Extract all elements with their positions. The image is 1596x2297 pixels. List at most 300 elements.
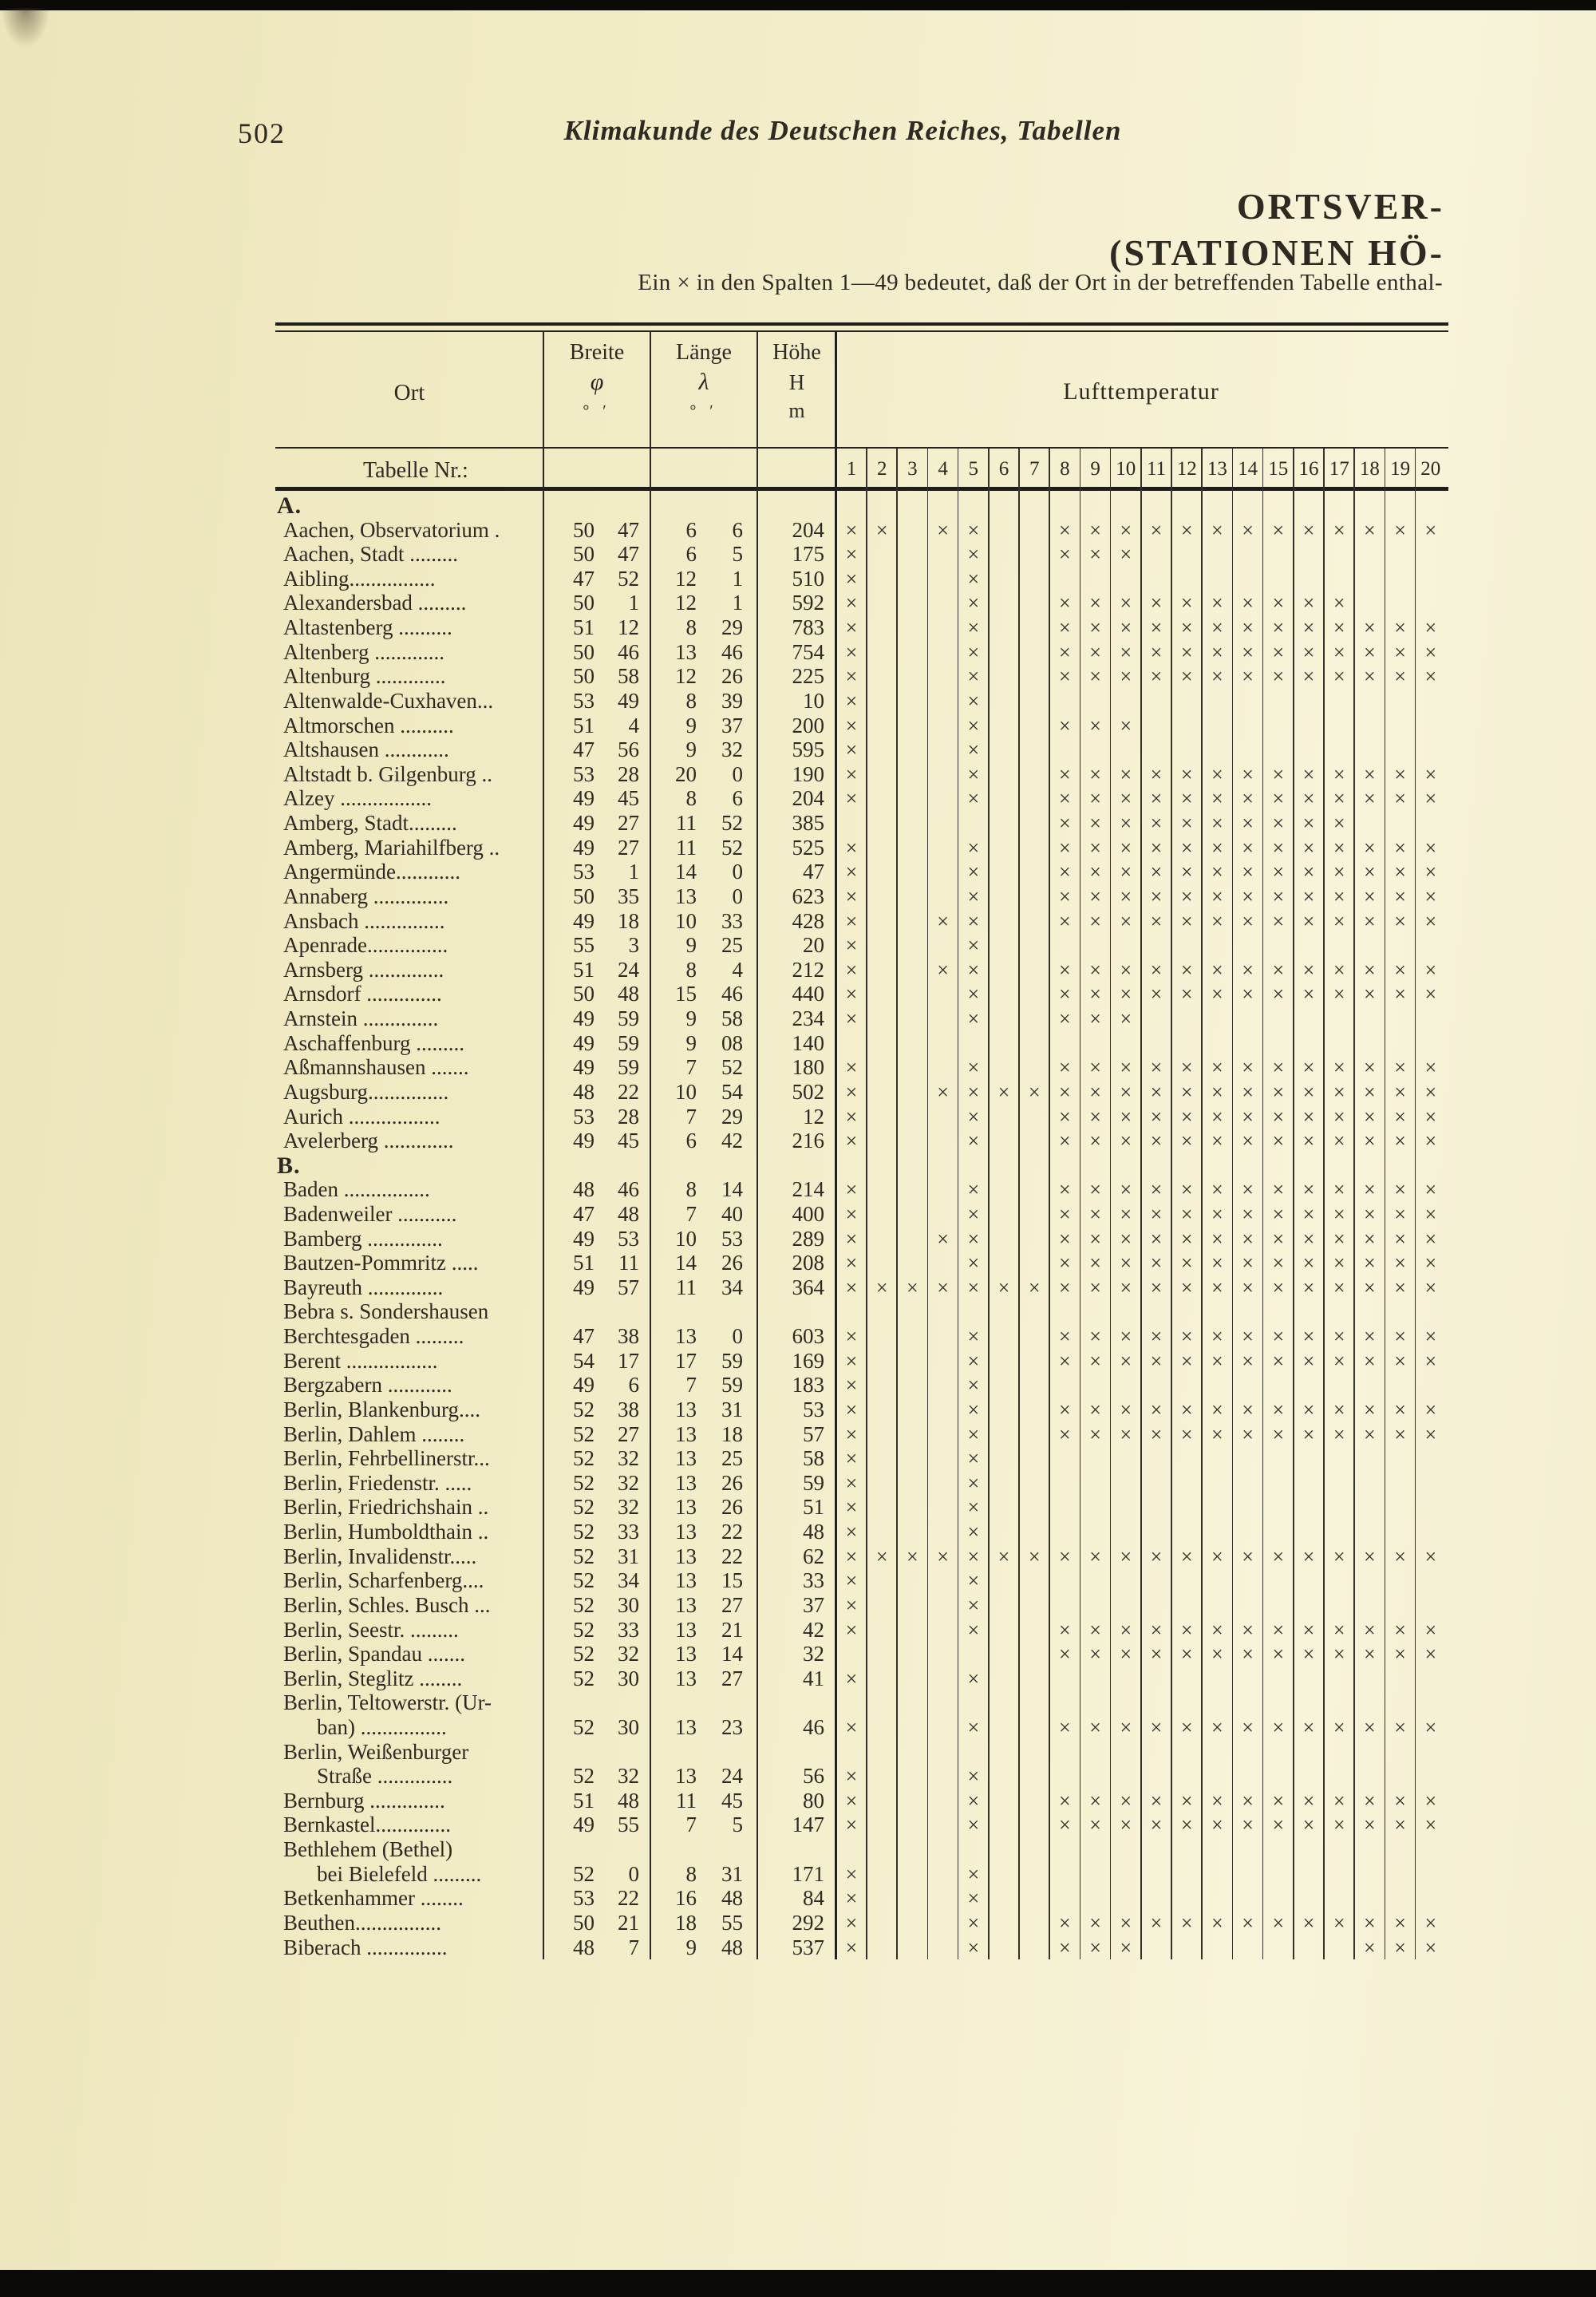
x-mark: × <box>1424 1618 1437 1642</box>
x-mark: × <box>1059 812 1071 836</box>
x-mark: × <box>1394 982 1406 1006</box>
lon-deg: 12 <box>675 664 697 689</box>
x-mark: × <box>1302 1325 1315 1349</box>
x-mark: × <box>1089 787 1101 811</box>
x-mark: × <box>967 1398 980 1421</box>
tabelle-col-number: 11 <box>1146 458 1167 480</box>
station-row <box>275 1813 1448 1837</box>
x-mark: × <box>1059 1275 1071 1299</box>
x-mark: × <box>967 1129 980 1153</box>
x-mark: × <box>1028 1544 1041 1568</box>
x-mark: × <box>1333 1129 1345 1153</box>
x-mark: × <box>937 1544 949 1568</box>
lat-min: 55 <box>618 1813 639 1837</box>
x-mark: × <box>1120 860 1132 884</box>
x-mark: × <box>1059 762 1071 786</box>
lon-deg: 13 <box>675 1666 697 1690</box>
x-mark: × <box>1272 1129 1285 1153</box>
x-mark: × <box>1150 812 1163 836</box>
x-mark: × <box>1120 762 1132 786</box>
x-mark: × <box>1059 909 1071 933</box>
x-mark: × <box>1120 909 1132 933</box>
x-mark: × <box>1302 1789 1315 1813</box>
x-mark: × <box>967 1666 980 1690</box>
section-header-row <box>275 493 1448 518</box>
x-mark: × <box>1242 1422 1254 1446</box>
x-mark: × <box>1364 860 1376 884</box>
station-row <box>275 1862 1448 1887</box>
station-name: Bergzabern ............ <box>283 1373 452 1398</box>
x-mark: × <box>967 518 980 542</box>
label-only-row <box>275 1740 1448 1765</box>
x-mark: × <box>1424 616 1437 640</box>
x-mark: × <box>1242 1716 1254 1739</box>
x-mark: × <box>1364 640 1376 664</box>
station-name: Altenwalde-Cuxhaven... <box>283 688 494 713</box>
altitude: 190 <box>792 761 824 786</box>
x-mark: × <box>1242 958 1254 982</box>
x-mark: × <box>1150 1813 1163 1837</box>
x-mark: × <box>1120 787 1132 811</box>
x-mark: × <box>1302 1275 1315 1299</box>
lat-min: 24 <box>618 957 639 982</box>
tabelle-col-number: 14 <box>1238 458 1258 480</box>
x-mark: × <box>1150 1202 1163 1226</box>
x-mark: × <box>967 665 980 689</box>
x-mark: × <box>1272 1789 1285 1813</box>
x-mark: × <box>1424 1643 1437 1666</box>
lon-deg: 10 <box>675 1079 697 1104</box>
station-row <box>275 958 1448 982</box>
lon-deg: 8 <box>685 1861 697 1886</box>
lat-min: 27 <box>618 1421 639 1446</box>
page-title-line1: ORTSVER- <box>1236 186 1444 227</box>
altitude: 32 <box>803 1642 824 1666</box>
x-mark: × <box>845 860 858 884</box>
lon-deg: 13 <box>675 1764 697 1789</box>
station-row <box>275 689 1448 714</box>
lon-deg: 13 <box>675 1642 697 1666</box>
x-mark: × <box>1150 787 1163 811</box>
lon-min: 31 <box>721 1861 743 1886</box>
x-mark: × <box>845 1496 858 1520</box>
x-mark: × <box>1180 1251 1193 1275</box>
x-mark: × <box>1242 1227 1254 1251</box>
x-mark: × <box>1394 909 1406 933</box>
lon-min: 25 <box>721 1446 743 1471</box>
tabelle-col-number: 5 <box>968 458 979 480</box>
station-name: Augsburg............... <box>283 1079 449 1104</box>
x-mark: × <box>1059 836 1071 860</box>
lat-deg: 55 <box>573 933 595 958</box>
hoehe-label: Höhe <box>772 340 821 365</box>
lon-deg: 9 <box>685 713 697 737</box>
x-mark: × <box>1364 1325 1376 1349</box>
x-mark: × <box>967 1227 980 1251</box>
altitude: 440 <box>792 982 824 1006</box>
x-mark: × <box>1120 1178 1132 1202</box>
lat-deg: 49 <box>573 1226 595 1251</box>
x-mark: × <box>845 1178 858 1202</box>
x-mark: × <box>1211 1227 1223 1251</box>
station-name: Aßmannshausen ....... <box>283 1055 469 1080</box>
lat-deg: 53 <box>573 860 595 884</box>
x-mark: × <box>1424 958 1437 982</box>
x-mark: × <box>1150 909 1163 933</box>
lon-min: 0 <box>732 1324 743 1349</box>
x-mark: × <box>1272 812 1285 836</box>
x-mark: × <box>1120 1275 1132 1299</box>
x-mark: × <box>1364 1251 1376 1275</box>
x-mark: × <box>845 640 858 664</box>
altitude: 754 <box>792 639 824 664</box>
x-mark: × <box>845 1422 858 1446</box>
x-mark: × <box>845 591 858 615</box>
station-name: Berlin, Scharfenberg.... <box>283 1568 484 1593</box>
x-mark: × <box>1120 1618 1132 1642</box>
x-mark: × <box>1120 982 1132 1006</box>
x-mark: × <box>1211 640 1223 664</box>
altitude: 53 <box>803 1397 824 1421</box>
x-mark: × <box>1211 1349 1223 1373</box>
station-row <box>275 714 1448 738</box>
station-row <box>275 1764 1448 1789</box>
lat-deg: 52 <box>573 1861 595 1886</box>
x-mark: × <box>1364 1178 1376 1202</box>
x-mark: × <box>1272 787 1285 811</box>
x-mark: × <box>1364 1105 1376 1129</box>
x-mark: × <box>937 909 949 933</box>
x-mark: × <box>998 1275 1010 1299</box>
x-mark: × <box>845 836 858 860</box>
x-mark: × <box>1333 1227 1345 1251</box>
x-mark: × <box>845 518 858 542</box>
x-mark: × <box>1089 1178 1101 1202</box>
x-mark: × <box>1089 1911 1101 1935</box>
x-mark: × <box>1364 958 1376 982</box>
x-mark: × <box>1364 1080 1376 1104</box>
x-mark: × <box>845 1398 858 1421</box>
tabelle-col-number: 8 <box>1060 458 1070 480</box>
station-name: Berlin, Dahlem ........ <box>283 1421 465 1446</box>
x-mark: × <box>1211 591 1223 615</box>
x-mark: × <box>1424 860 1437 884</box>
x-mark: × <box>1364 1202 1376 1226</box>
tabelle-col-number: 20 <box>1420 458 1441 480</box>
station-name: Berchtesgaden ......... <box>283 1324 464 1349</box>
lat-deg: 52 <box>573 1592 595 1617</box>
x-mark: × <box>1089 1202 1101 1226</box>
col-group-lufttemperatur: Lufttemperatur <box>1063 378 1219 405</box>
lon-min: 0 <box>732 860 743 884</box>
x-mark: × <box>1302 836 1315 860</box>
x-mark: × <box>1242 1178 1254 1202</box>
x-mark: × <box>1364 1643 1376 1666</box>
station-name: Berlin, Blankenburg.... <box>283 1397 480 1421</box>
station-row <box>275 1495 1448 1520</box>
x-mark: × <box>1180 616 1193 640</box>
x-mark: × <box>1150 1325 1163 1349</box>
x-mark: × <box>1302 812 1315 836</box>
x-mark: × <box>1089 1275 1101 1299</box>
x-mark: × <box>1211 836 1223 860</box>
x-mark: × <box>1394 1813 1406 1837</box>
x-mark: × <box>967 909 980 933</box>
x-mark: × <box>1089 884 1101 908</box>
tabelle-col-number: 12 <box>1176 458 1197 480</box>
lat-deg: 49 <box>573 1275 595 1299</box>
x-mark: × <box>1333 1643 1345 1666</box>
x-mark: × <box>1059 1227 1071 1251</box>
x-mark: × <box>967 958 980 982</box>
altitude: 208 <box>792 1251 824 1275</box>
x-mark: × <box>967 1056 980 1080</box>
lat-min: 58 <box>618 664 639 689</box>
lat-deg: 47 <box>573 1201 595 1226</box>
x-mark: × <box>1424 1227 1437 1251</box>
lon-min: 46 <box>721 982 743 1006</box>
station-name: Altstadt b. Gilgenburg .. <box>283 761 492 786</box>
x-mark: × <box>1059 1325 1071 1349</box>
lat-min: 53 <box>618 1226 639 1251</box>
station-row <box>275 1373 1448 1398</box>
x-mark: × <box>845 738 858 762</box>
station-row <box>275 933 1448 958</box>
lat-deg: 50 <box>573 664 595 689</box>
lon-deg: 13 <box>675 1446 697 1471</box>
station-name: Beuthen................ <box>283 1910 441 1935</box>
x-mark: × <box>1120 518 1132 542</box>
x-mark: × <box>967 934 980 958</box>
station-name: Apenrade............... <box>283 933 448 958</box>
x-mark: × <box>998 1544 1010 1568</box>
x-mark: × <box>967 982 980 1006</box>
x-mark: × <box>967 1007 980 1031</box>
x-mark: × <box>1059 1202 1071 1226</box>
x-mark: × <box>1272 518 1285 542</box>
x-mark: × <box>1333 640 1345 664</box>
x-mark: × <box>845 1789 858 1813</box>
x-mark: × <box>1120 1349 1132 1373</box>
x-mark: × <box>1394 1325 1406 1349</box>
x-mark: × <box>1211 1275 1223 1299</box>
x-mark: × <box>1424 1251 1437 1275</box>
x-mark: × <box>1424 1275 1437 1299</box>
tabelle-col-number: 17 <box>1329 458 1349 480</box>
lon-deg: 7 <box>685 1104 697 1129</box>
x-mark: × <box>937 1080 949 1104</box>
x-mark: × <box>1180 1643 1193 1666</box>
lon-min: 23 <box>721 1715 743 1739</box>
x-mark: × <box>1211 518 1223 542</box>
lat-deg: 47 <box>573 566 595 591</box>
x-mark: × <box>1059 860 1071 884</box>
x-mark: × <box>845 1105 858 1129</box>
x-mark: × <box>1333 1178 1345 1202</box>
altitude: 41 <box>803 1666 824 1690</box>
tabelle-col-number: 1 <box>846 458 857 480</box>
x-mark: × <box>845 665 858 689</box>
x-mark: × <box>1302 1544 1315 1568</box>
x-mark: × <box>1333 1911 1345 1935</box>
x-mark: × <box>967 1374 980 1398</box>
lat-min: 27 <box>618 835 639 860</box>
x-mark: × <box>1059 1080 1071 1104</box>
x-mark: × <box>1394 1202 1406 1226</box>
x-mark: × <box>1333 518 1345 542</box>
x-mark: × <box>1120 1911 1132 1935</box>
x-mark: × <box>1424 1129 1437 1153</box>
x-mark: × <box>845 1716 858 1739</box>
lat-deg: 52 <box>573 1568 595 1593</box>
station-name: Avelerberg ............. <box>283 1129 454 1153</box>
x-mark: × <box>1424 1935 1437 1959</box>
x-mark: × <box>1089 1935 1101 1959</box>
lon-min: 26 <box>721 1470 743 1495</box>
x-mark: × <box>967 591 980 615</box>
x-mark: × <box>1424 1202 1437 1226</box>
x-mark: × <box>1150 860 1163 884</box>
lat-min: 6 <box>628 1373 639 1398</box>
x-mark: × <box>1120 616 1132 640</box>
altitude: 603 <box>792 1324 824 1349</box>
x-mark: × <box>1364 1544 1376 1568</box>
page-number: 502 <box>238 117 286 149</box>
x-mark: × <box>1333 1544 1345 1568</box>
x-mark: × <box>1302 1105 1315 1129</box>
station-row <box>275 1227 1448 1251</box>
x-mark: × <box>1272 665 1285 689</box>
lat-min: 30 <box>618 1666 639 1690</box>
station-name: Baden ................ <box>283 1177 430 1202</box>
lat-deg: 49 <box>573 1006 595 1031</box>
x-mark: × <box>1394 1080 1406 1104</box>
lon-min: 26 <box>721 664 743 689</box>
x-mark: × <box>845 1813 858 1837</box>
altitude: 48 <box>803 1520 824 1544</box>
x-mark: × <box>1059 1618 1071 1642</box>
x-mark: × <box>1272 1618 1285 1642</box>
x-mark: × <box>1242 1544 1254 1568</box>
x-mark: × <box>1120 640 1132 664</box>
x-mark: × <box>1424 1422 1437 1446</box>
hoehe-unit: m <box>788 399 805 422</box>
x-mark: × <box>1211 1422 1223 1446</box>
x-mark: × <box>1394 518 1406 542</box>
station-name: Berlin, Schles. Busch ... <box>283 1592 491 1617</box>
x-mark: × <box>1333 812 1345 836</box>
x-mark: × <box>1302 1129 1315 1153</box>
x-mark: × <box>1364 616 1376 640</box>
x-mark: × <box>1120 1202 1132 1226</box>
lat-deg: 50 <box>573 982 595 1006</box>
altitude: 212 <box>792 957 824 982</box>
station-name: Altmorschen .......... <box>283 713 454 737</box>
x-mark: × <box>845 714 858 737</box>
lat-min: 21 <box>618 1910 639 1935</box>
lon-min: 26 <box>721 1495 743 1520</box>
station-name: Amberg, Mariahilfberg .. <box>283 835 500 860</box>
col-header-ort: Ort <box>393 380 425 405</box>
lat-min: 45 <box>618 1129 639 1153</box>
x-mark: × <box>1333 909 1345 933</box>
station-name: Berlin, Humboldthain .. <box>283 1520 489 1544</box>
station-row <box>275 1275 1448 1300</box>
altitude: 56 <box>803 1764 824 1789</box>
lat-min: 49 <box>618 688 639 713</box>
x-mark: × <box>967 738 980 762</box>
x-mark: × <box>845 1862 858 1886</box>
x-mark: × <box>1150 1422 1163 1446</box>
lon-deg: 15 <box>675 982 697 1006</box>
x-mark: × <box>967 1544 980 1568</box>
x-mark: × <box>1242 1911 1254 1935</box>
altitude: 364 <box>792 1275 824 1299</box>
x-mark: × <box>967 1813 980 1837</box>
x-mark: × <box>967 1789 980 1813</box>
x-mark: × <box>1059 640 1071 664</box>
station-name: Alzey ................. <box>283 786 432 811</box>
x-mark: × <box>1302 787 1315 811</box>
lon-min: 32 <box>721 737 743 762</box>
lon-deg: 8 <box>685 957 697 982</box>
x-mark: × <box>1211 958 1223 982</box>
x-mark: × <box>1150 836 1163 860</box>
lon-deg: 12 <box>675 591 697 615</box>
x-mark: × <box>1333 1202 1345 1226</box>
stations-table <box>275 322 1448 1959</box>
x-mark: × <box>845 884 858 908</box>
x-mark: × <box>1333 1398 1345 1421</box>
x-mark: × <box>1242 1202 1254 1226</box>
x-mark: × <box>1242 1789 1254 1813</box>
lon-min: 54 <box>721 1079 743 1104</box>
x-mark: × <box>967 616 980 640</box>
x-mark: × <box>1242 1325 1254 1349</box>
x-mark: × <box>1089 1422 1101 1446</box>
station-name: Amberg, Stadt......... <box>283 811 457 836</box>
label-only-row <box>275 1837 1448 1862</box>
x-mark: × <box>1120 1056 1132 1080</box>
x-mark: × <box>1424 787 1437 811</box>
x-mark: × <box>1302 1227 1315 1251</box>
station-name: Berlin, Friedenstr. ..... <box>283 1470 472 1495</box>
x-mark: × <box>1242 665 1254 689</box>
x-mark: × <box>1211 762 1223 786</box>
x-mark: × <box>1150 1789 1163 1813</box>
altitude: 33 <box>803 1568 824 1593</box>
x-mark: × <box>1394 1105 1406 1129</box>
station-name: Bautzen-Pommritz ..... <box>283 1251 479 1275</box>
x-mark: × <box>1059 1911 1071 1935</box>
x-mark: × <box>1120 1129 1132 1153</box>
lon-min: 1 <box>732 566 743 591</box>
x-mark: × <box>1333 958 1345 982</box>
x-mark: × <box>1302 1202 1315 1226</box>
lambda-symbol: λ <box>698 369 709 395</box>
lon-min: 48 <box>721 1935 743 1959</box>
x-mark: × <box>1120 1007 1132 1031</box>
x-mark: × <box>1150 982 1163 1006</box>
altitude: 51 <box>803 1495 824 1520</box>
lon-min: 0 <box>732 884 743 908</box>
x-mark: × <box>1211 1178 1223 1202</box>
x-mark: × <box>1059 1716 1071 1739</box>
lat-deg: 52 <box>573 1764 595 1789</box>
x-mark: × <box>1180 860 1193 884</box>
x-mark: × <box>1089 1349 1101 1373</box>
lat-deg: 49 <box>573 1030 595 1055</box>
